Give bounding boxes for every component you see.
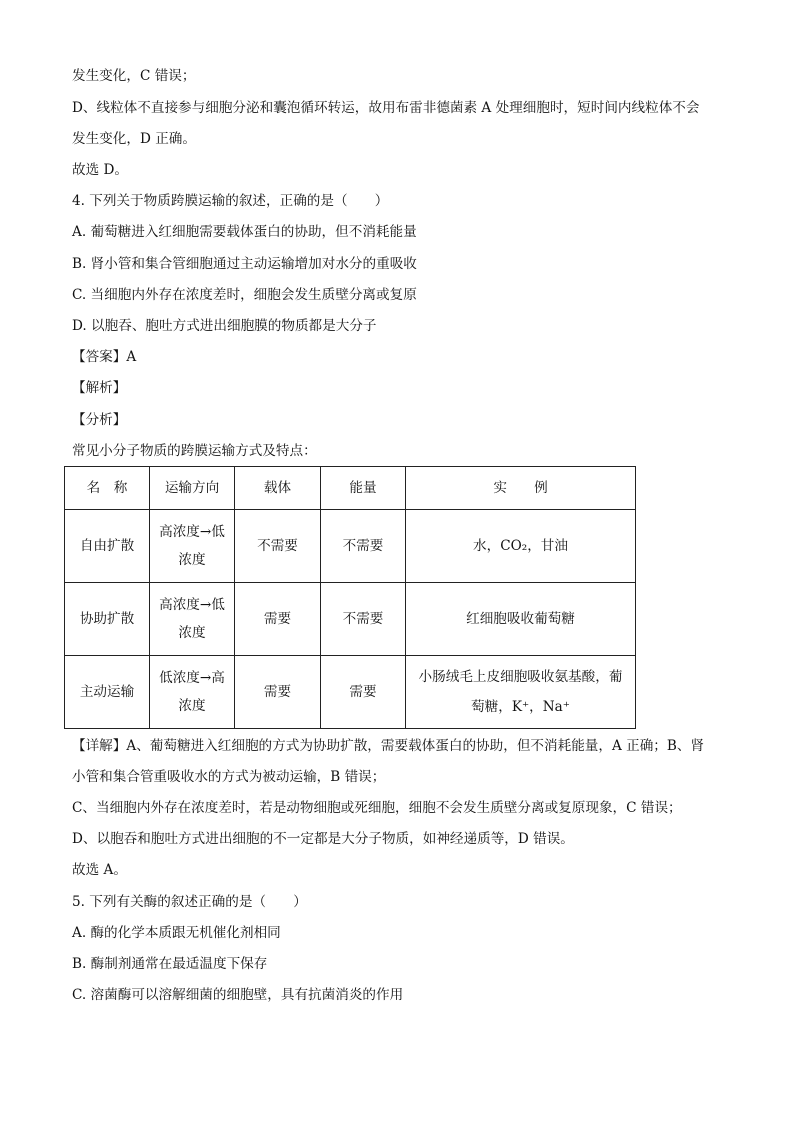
table-cell: 需要 <box>235 583 321 656</box>
table-row <box>65 510 636 583</box>
question-5-option-b: B. 酶制剂通常在最适温度下保存 <box>72 956 268 972</box>
question-5-option-a: A. 酶的化学本质跟无机催化剂相同 <box>72 925 281 941</box>
table-cell: 水，CO₂，甘油 <box>406 510 636 583</box>
text-line: D、线粒体不直接参与细胞分泌和囊泡循环转运，故用布雷非德菌素 A 处理细胞时，短时间内线粒体不会 <box>72 100 700 116</box>
table-header-cell: 实 例 <box>406 467 636 510</box>
detail-line: C、当细胞内外存在浓度差时，若是动物细胞或死细胞，细胞不会发生质壁分离或复原现象，C 错误； <box>72 800 682 816</box>
table-cell: 不需要 <box>321 583 406 656</box>
table-header-cell: 运输方向 <box>150 467 235 510</box>
detail-line: 故选 A。 <box>72 862 127 878</box>
text-line: 故选 D。 <box>72 162 129 178</box>
table-cell: 主动运输 <box>65 656 150 729</box>
detail-line: 【详解】A、葡萄糖进入红细胞的方式为协助扩散，需要载体蛋白的协助，但不消耗能量，A 正确；B、肾 <box>72 738 705 754</box>
transport-table <box>64 466 636 729</box>
table-cell: 需要 <box>321 656 406 729</box>
table-row <box>65 656 636 729</box>
text-line: 发生变化，C 错误； <box>72 68 196 84</box>
table-header-cell: 名 称 <box>65 467 150 510</box>
table-header-row <box>65 467 636 510</box>
question-5-option-c: C. 溶菌酶可以溶解细菌的细胞壁，具有抗菌消炎的作用 <box>72 987 404 1003</box>
detail-line: 小管和集合管重吸收水的方式为被动运输，B 错误； <box>72 769 386 785</box>
table-cell: 不需要 <box>235 510 321 583</box>
detail-line: D、以胞吞和胞吐方式进出细胞的不一定都是大分子物质，如神经递质等，D 错误。 <box>72 831 574 847</box>
answer-label: 【答案】A <box>72 349 137 365</box>
table-cell: 协助扩散 <box>65 583 150 656</box>
table-row <box>65 583 636 656</box>
table-cell: 高浓度→低浓度 <box>150 510 235 583</box>
analysis-sub-label: 【分析】 <box>72 412 127 428</box>
question-4-stem: 4. 下列关于物质跨膜运输的叙述，正确的是（ ） <box>72 193 389 209</box>
table-header-cell: 载体 <box>235 467 321 510</box>
table-cell: 不需要 <box>321 510 406 583</box>
table-cell: 高浓度→低浓度 <box>150 583 235 656</box>
question-4-option-a: A. 葡萄糖进入红细胞需要载体蛋白的协助，但不消耗能量 <box>72 224 417 240</box>
analysis-label: 【解析】 <box>72 380 127 396</box>
table-cell: 低浓度→高浓度 <box>150 656 235 729</box>
table-cell: 红细胞吸收葡萄糖 <box>406 583 636 656</box>
table-cell: 需要 <box>235 656 321 729</box>
table-header-cell: 能量 <box>321 467 406 510</box>
question-4-option-d: D. 以胞吞、胞吐方式进出细胞膜的物质都是大分子 <box>72 318 377 334</box>
question-4-option-c: C. 当细胞内外存在浓度差时，细胞会发生质壁分离或复原 <box>72 287 417 303</box>
question-4-option-b: B. 肾小管和集合管细胞通过主动运输增加对水分的重吸收 <box>72 256 417 272</box>
table-cell: 小肠绒毛上皮细胞吸收氨基酸，葡萄糖，K⁺，Na⁺ <box>406 656 636 729</box>
table-cell: 自由扩散 <box>65 510 150 583</box>
question-5-stem: 5. 下列有关酶的叙述正确的是（ ） <box>72 894 307 910</box>
table-caption: 常见小分子物质的跨膜运输方式及特点： <box>72 443 317 459</box>
text-line: 发生变化，D 正确。 <box>72 131 196 147</box>
